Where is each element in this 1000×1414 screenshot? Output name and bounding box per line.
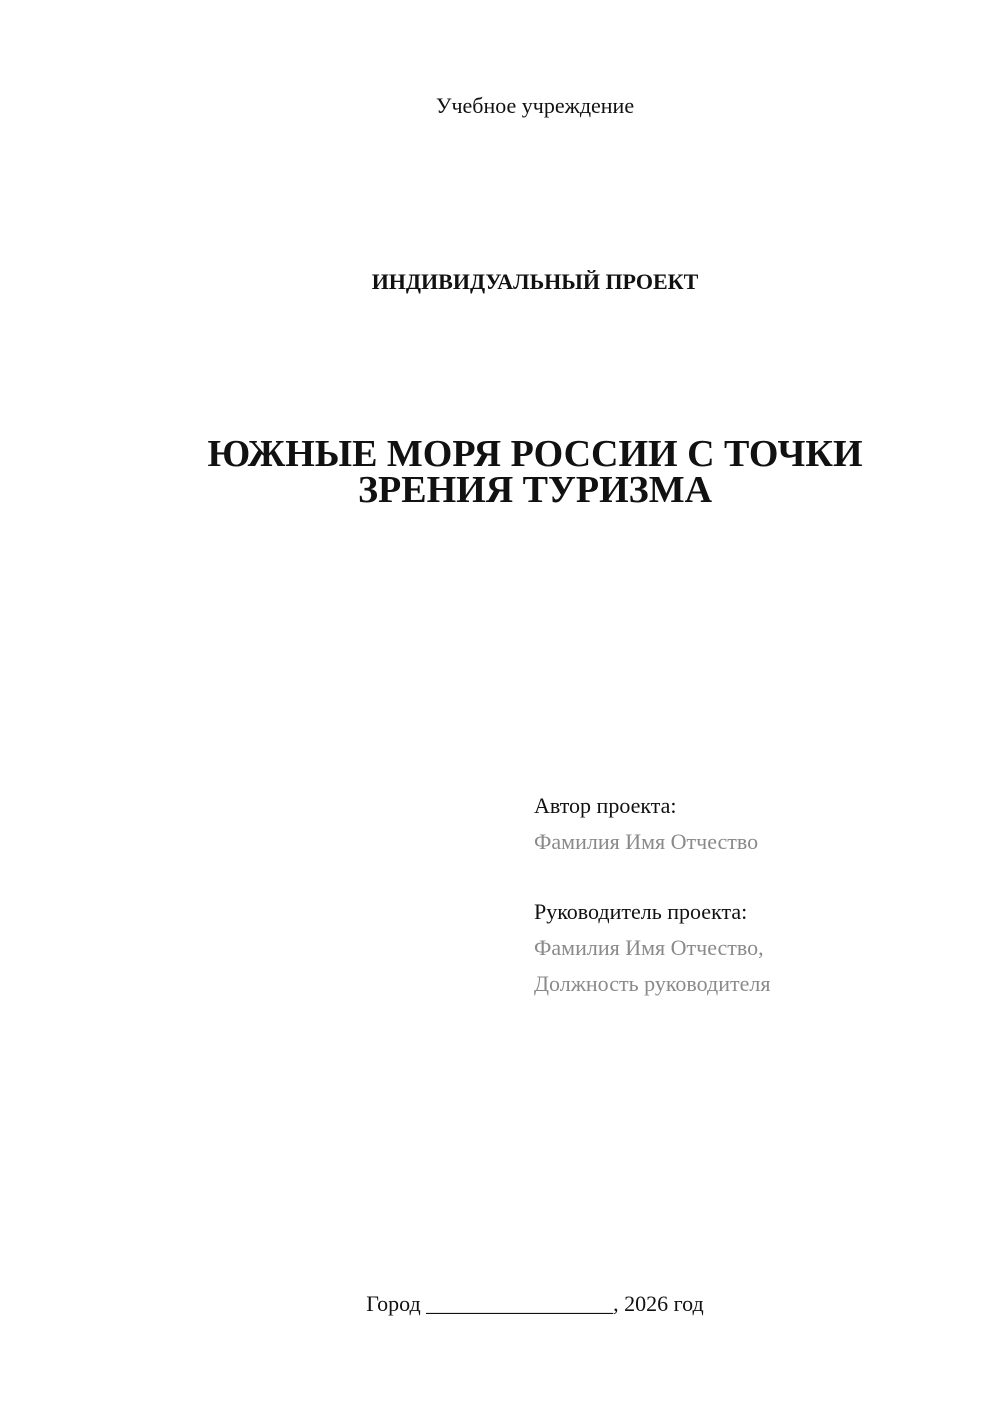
- credits-spacer: [534, 860, 974, 894]
- project-title-line-2: ЗРЕНИЯ ТУРИЗМА: [357, 469, 713, 511]
- author-name: Фамилия Имя Отчество: [534, 829, 759, 854]
- supervisor-position: Должность руководителя: [534, 971, 771, 996]
- supervisor-name: Фамилия Имя Отчество,: [534, 935, 764, 960]
- project-title-line-1: ЮЖНЫЕ МОРЯ РОССИИ С ТОЧКИ: [207, 433, 863, 475]
- supervisor-label: Руководитель проекта:: [534, 899, 748, 924]
- project-title: [70, 433, 1000, 511]
- author-label: Автор проекта:: [534, 793, 677, 818]
- institution-name: Учебное учреждение: [435, 93, 635, 118]
- project-credits: [534, 788, 974, 1002]
- project-type-heading: ИНДИВИДУАЛЬНЫЙ ПРОЕКТ: [371, 269, 699, 294]
- city-year-footer: Город _________________, 2026 год: [366, 1291, 704, 1316]
